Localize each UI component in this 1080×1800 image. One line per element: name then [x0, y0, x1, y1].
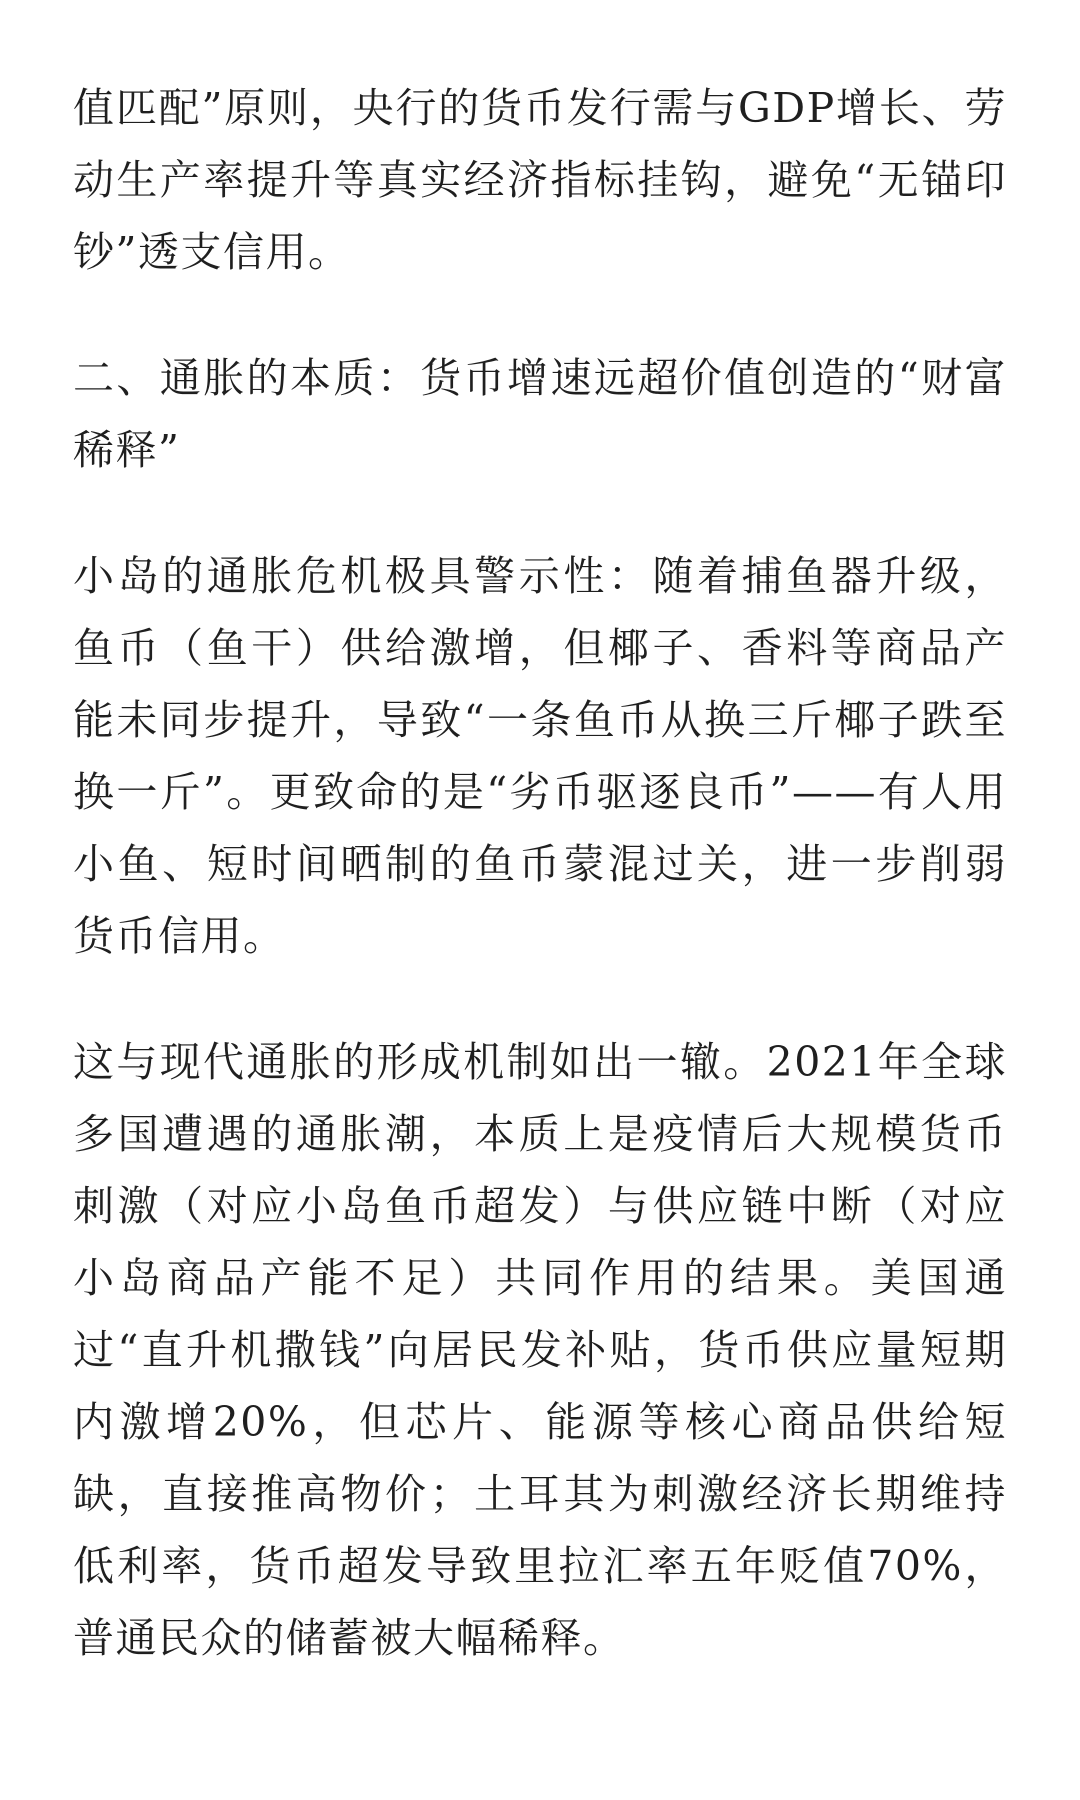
paragraph-modern-inflation: 这与现代通胀的形成机制如出一辙。2021年全球多国遭遇的通胀潮，本质上是疫情后大规模货币刺激（对应小岛鱼币超发）与供应链中断（对应小岛商品产能不足）共同作用的结果。美国通过“直升机撒钱”向居民发补贴，货币供应量短期内激增20%，但芯片、能源等核心商品供给短缺，直接推高物价；土耳其为刺激经济长期维持低利率，货币超发导致里拉汇率五年贬值70%，普通民众的储蓄被大幅稀释。: [73, 1038, 1007, 1662]
paragraph-principle-continuation: 值匹配”原则，央行的货币发行需与GDP增长、劳动生产率提升等真实经济指标挂钩，避免“无锚印钞”透支信用。: [73, 84, 1007, 276]
paragraph-island-inflation: 小岛的通胀危机极具警示性：随着捕鱼器升级，鱼币（鱼干）供给激增，但椰子、香料等商品产能未同步提升，导致“一条鱼币从换三斤椰子跌至换一斤”。更致命的是“劣币驱逐良币”——有人用小鱼、短时间晒制的鱼币蒙混过关，进一步削弱货币信用。: [73, 552, 1007, 960]
section-heading-inflation-essence: 二、通胀的本质：货币增速远超价值创造的“财富稀释”: [73, 354, 1007, 474]
article-body: [73, 72, 1007, 1728]
